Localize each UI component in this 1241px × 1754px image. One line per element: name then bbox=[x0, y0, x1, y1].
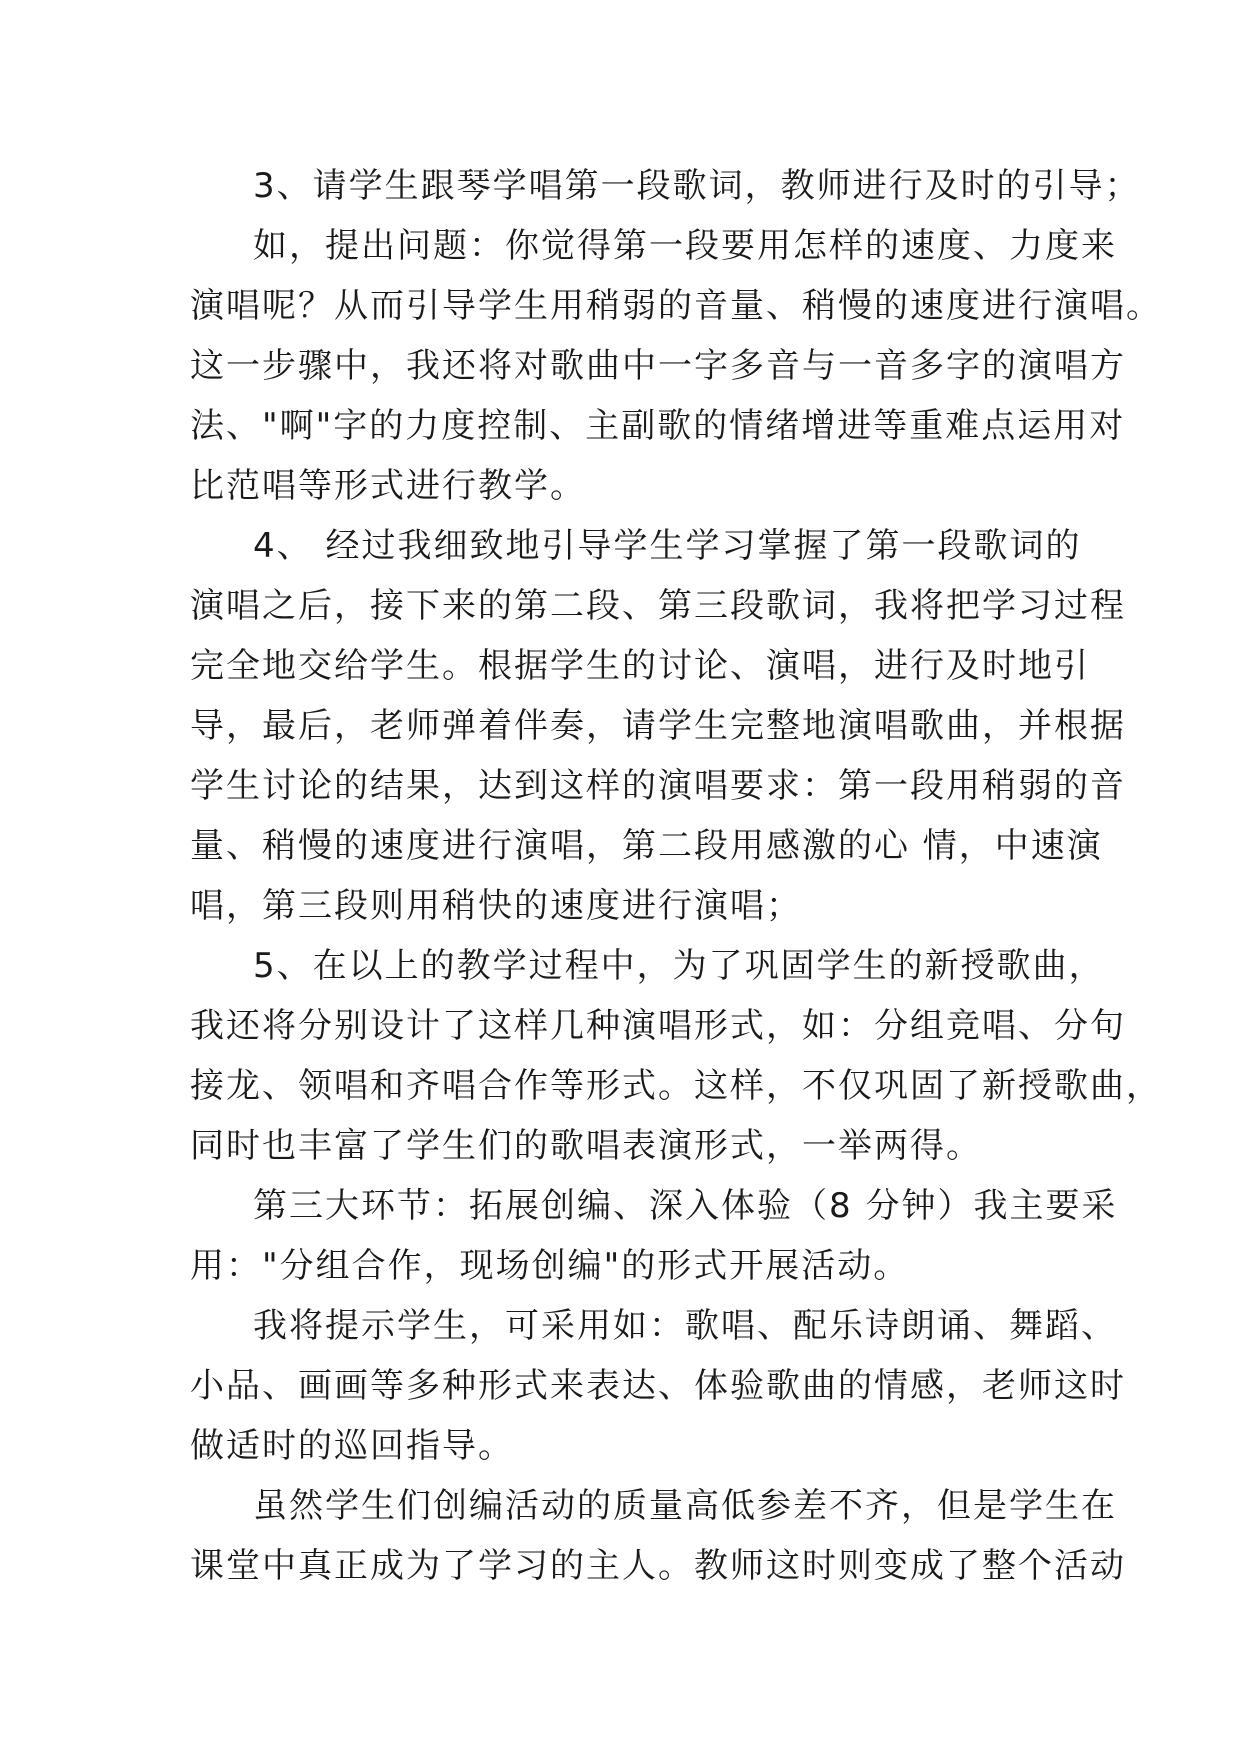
text-line: 接龙、领唱和齐唱合作等形式。这样，不仅巩固了新授歌曲， bbox=[190, 1066, 1162, 1106]
text-line: 完全地交给学生。根据学生的讨论、演唱，进行及时地引 bbox=[190, 646, 1090, 686]
text-line: 我将提示学生，可采用如：歌唱、配乐诗朗诵、舞蹈、 bbox=[253, 1306, 1117, 1346]
text-line: 小品、画画等多种形式来表达、体验歌曲的情感，老师这时 bbox=[190, 1366, 1126, 1406]
text-line: 课堂中真正成为了学习的主人。教师这时则变成了整个活动 bbox=[190, 1546, 1126, 1586]
text-line: 做适时的巡回指导。 bbox=[190, 1426, 514, 1466]
text-line: 我还将分别设计了这样几种演唱形式，如：分组竞唱、分句 bbox=[190, 1006, 1126, 1046]
text-line: 第三大环节：拓展创编、深入体验（8 分钟）我主要采 bbox=[253, 1186, 1118, 1226]
text-line: 同时也丰富了学生们的歌唱表演形式，一举两得。 bbox=[190, 1126, 982, 1166]
text-line: 5、在以上的教学过程中，为了巩固学生的新授歌曲， bbox=[253, 946, 1105, 986]
text-line: 4、 经过我细致地引导学生学习掌握了第一段歌词的 bbox=[253, 526, 1082, 566]
text-line: 比范唱等形式进行教学。 bbox=[190, 466, 586, 506]
text-line: 虽然学生们创编活动的质量高低参差不齐，但是学生在 bbox=[253, 1486, 1117, 1526]
text-line: 这一步骤中，我还将对歌曲中一字多音与一音多字的演唱方 bbox=[190, 346, 1126, 386]
text-line: 演唱呢？从而引导学生用稍弱的音量、稍慢的速度进行演唱。 bbox=[190, 286, 1162, 326]
text-line: 3、请学生跟琴学唱第一段歌词，教师进行及时的引导； bbox=[253, 166, 1141, 206]
text-line: 法、"啊"字的力度控制、主副歌的情绪增进等重难点运用对 bbox=[190, 406, 1126, 446]
text-line: 用："分组合作，现场创编"的形式开展活动。 bbox=[190, 1246, 910, 1286]
text-line: 导，最后，老师弹着伴奏，请学生完整地演唱歌曲，并根据 bbox=[190, 706, 1126, 746]
text-line: 量、稍慢的速度进行演唱，第二段用感激的心 情，中速演 bbox=[190, 826, 1103, 866]
text-line: 演唱之后，接下来的第二段、第三段歌词，我将把学习过程 bbox=[190, 586, 1126, 626]
text-line: 唱，第三段则用稍快的速度进行演唱； bbox=[190, 886, 802, 926]
text-line: 学生讨论的结果，达到这样的演唱要求：第一段用稍弱的音 bbox=[190, 766, 1126, 806]
text-line: 如，提出问题：你觉得第一段要用怎样的速度、力度来 bbox=[253, 226, 1117, 266]
